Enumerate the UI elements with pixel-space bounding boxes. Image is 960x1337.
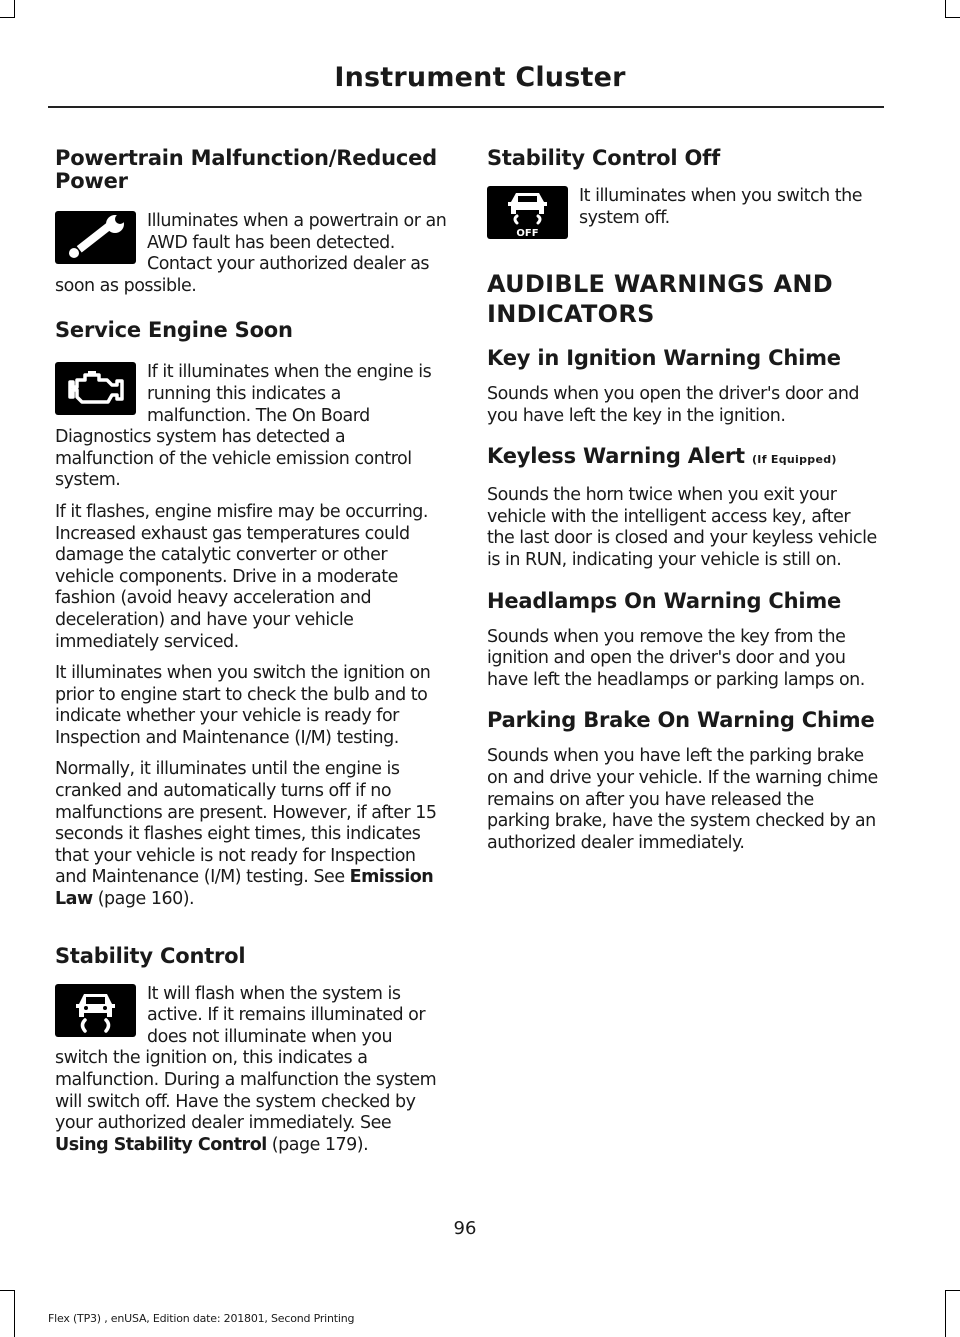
key-chime-section — [487, 347, 880, 427]
powertrain-text: Illuminates when a powertrain or an AWD fault has been detected. Contact your authorized dealer as soon as possible. — [55, 211, 447, 296]
audible-warnings-heading — [487, 269, 880, 329]
audible-heading-line1: AUDIBLE WARNINGS AND — [487, 270, 833, 298]
service-engine-p1: If it illuminates when the engine is running this indicates a malfunction. The On Board Diagnostics system has detected a malfunction of the vehicle emission control system. — [55, 362, 432, 491]
powertrain-section — [55, 147, 447, 297]
powertrain-heading: Powertrain Malfunction/Reduced Power — [55, 146, 437, 193]
stability-control-off-icon — [487, 186, 568, 239]
stability-section — [55, 945, 447, 1157]
headlamps-heading: Headlamps On Warning Chime — [487, 588, 842, 613]
crop-mark — [945, 1290, 946, 1337]
audible-heading-line2: INDICATORS — [487, 300, 655, 328]
keyless-section — [487, 445, 880, 571]
wrench-icon — [55, 211, 136, 264]
footer-edition: Flex (TP3) , enUSA, Edition date: 201801, Second Printing — [48, 1312, 355, 1325]
stability-off-text: It illuminates when you switch the system off. — [579, 186, 862, 228]
if-equipped-tag: (If Equipped) — [751, 453, 837, 467]
off-label: OFF — [516, 228, 539, 239]
crop-mark — [14, 0, 15, 18]
crop-mark — [946, 17, 960, 18]
stability-text-body: It will flash when the system is active. If it remains illuminated or does not illuminate when you switch the ignition on, this indicates a malfunction. During a malfunction the system will switch off. Have the system checked by your authorized dealer immediately. — [55, 983, 437, 1134]
service-engine-section — [55, 319, 447, 910]
key-chime-text: Sounds when you open the driver's door and you have left the key in the ignition. — [487, 384, 860, 426]
header-divider — [48, 106, 884, 108]
headlamps-text: Sounds when you remove the key from the ignition and open the driver's door and you have left the headlamps or parking lamps on. — [487, 626, 865, 690]
parking-brake-heading: Parking Brake On Warning Chime — [487, 708, 875, 733]
keyless-heading-text: Keyless Warning Alert — [487, 444, 745, 469]
page-reference: (page 179). — [271, 1134, 369, 1155]
see-prefix: See — [313, 867, 345, 888]
crop-mark — [946, 1290, 960, 1291]
page-reference: (page 160). — [97, 889, 195, 910]
service-engine-p2: If it flashes, engine misfire may be occurring. Increased exhaust gas temperatures could damage the catalytic converter or other vehicle components. Drive in a moderate fashion (avoid heavy acceleration and deceleration) and have your vehicle immediately serviced. — [55, 501, 428, 652]
page-title: Instrument Cluster — [334, 62, 626, 93]
crop-mark — [945, 0, 946, 18]
stability-control-icon — [55, 984, 136, 1037]
service-engine-p4 — [55, 759, 447, 910]
crop-mark — [0, 1290, 14, 1291]
right-column — [487, 147, 880, 876]
key-chime-heading: Key in Ignition Warning Chime — [487, 346, 841, 370]
service-engine-p4-text: Normally, it illuminates until the engine is cranked and automatically turns off if no malfunctions are present. However, if after 15 seconds it flashes eight times, this indicates that your vehicle is not ready for Inspection and Maintenance (I/M) testing. — [55, 759, 437, 888]
left-column — [55, 147, 447, 1178]
keyless-text: Sounds the horn twice when you exit your vehicle with the intelligent access key, after the last door is closed and your keyless vehicle is in RUN, indicating your vehicle is still on. — [487, 485, 877, 570]
emission-law-link[interactable]: Emission Law — [55, 867, 434, 910]
parking-brake-text: Sounds when you have left the parking brake on and drive your vehicle. If the warning chime remains on after you have released the parking brake, have the system checked by an authorized dealer immediately. — [487, 746, 878, 853]
stability-heading: Stability Control — [55, 943, 246, 968]
crop-mark — [0, 17, 14, 18]
stability-off-section — [487, 147, 880, 243]
headlamps-section — [487, 590, 880, 692]
page-number: 96 — [453, 1218, 477, 1239]
keyless-heading — [487, 445, 880, 471]
parking-brake-section — [487, 709, 880, 854]
stability-off-heading: Stability Control Off — [487, 146, 721, 170]
service-engine-heading: Service Engine Soon — [55, 318, 293, 343]
service-engine-p3: It illuminates when you switch the ignition on prior to engine start to check the bulb and to indicate whether your vehicle is ready for Inspection and Maintenance (I/M) testing. — [55, 663, 431, 748]
using-stability-control-link[interactable]: Using Stability Control — [55, 1134, 267, 1155]
see-prefix: See — [359, 1113, 392, 1134]
check-engine-icon — [55, 362, 136, 415]
crop-mark — [14, 1290, 15, 1337]
